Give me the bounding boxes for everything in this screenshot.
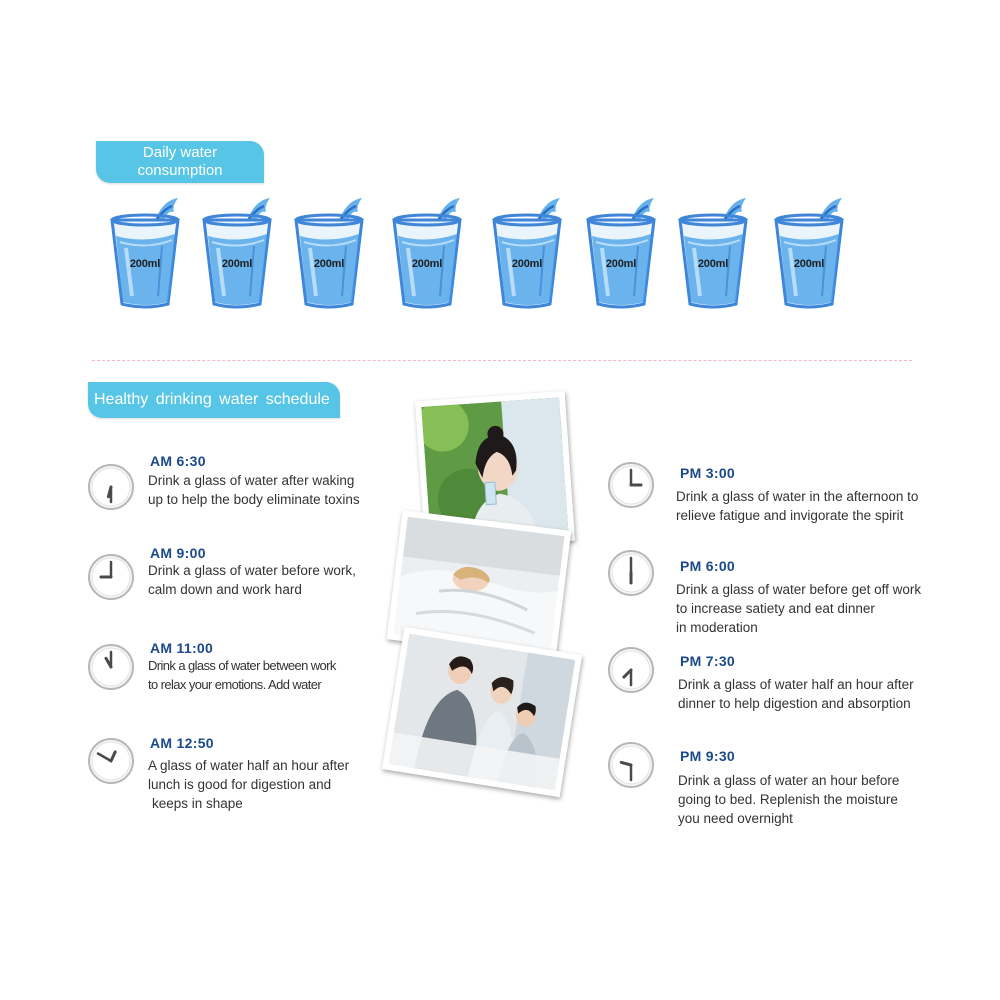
water-cup-2: [198, 196, 276, 312]
water-cup-icon: [770, 196, 848, 312]
cup-label: 200ml: [697, 258, 729, 270]
water-cup-icon: [488, 196, 566, 312]
clock-icon: [86, 462, 136, 512]
water-cup-icon: [388, 196, 466, 312]
water-cup-icon: [198, 196, 276, 312]
photo-office-meeting: [382, 627, 582, 797]
water-cup-6: [582, 196, 660, 312]
cup-label: 200ml: [411, 258, 443, 270]
water-cup-3: [290, 196, 368, 312]
clock-icon: [606, 548, 656, 598]
schedule-description: [148, 561, 356, 599]
clock-icon: [606, 740, 656, 790]
water-cup-icon: [674, 196, 752, 312]
description-line: calm down and work hard: [148, 582, 302, 597]
schedule-description: [148, 471, 360, 509]
description-line: Drink a glass of water between work: [148, 658, 336, 673]
description-line: Drink a glass of water an hour before: [678, 773, 900, 788]
water-cup-icon: [106, 196, 184, 312]
schedule-description: [676, 580, 921, 637]
schedule-description: [148, 656, 336, 694]
schedule-time: PM 3:00: [680, 465, 736, 481]
description-line: up to help the body eliminate toxins: [148, 492, 360, 507]
cup-label: 200ml: [605, 258, 637, 270]
schedule-time: AM 12:50: [150, 735, 214, 751]
description-line: relieve fatigue and invigorate the spirit: [676, 508, 904, 523]
description-line: to increase satiety and eat dinner: [676, 601, 875, 616]
water-cup-5: [488, 196, 566, 312]
daily-water-banner: [96, 141, 264, 183]
description-line: A glass of water half an hour after: [148, 758, 350, 773]
water-cup-icon: [582, 196, 660, 312]
cup-label: 200ml: [313, 258, 345, 270]
clock-icon: [86, 552, 136, 602]
schedule-banner-label: Healthy drinking water schedule: [94, 391, 330, 408]
cup-label: 200ml: [793, 258, 825, 270]
description-line: Drink a glass of water after waking: [148, 473, 355, 488]
schedule-time: AM 11:00: [150, 640, 214, 656]
clock-icon: [606, 645, 656, 695]
water-cup-7: [674, 196, 752, 312]
description-line: lunch is good for digestion and: [148, 777, 332, 792]
water-cup-icon: [290, 196, 368, 312]
schedule-description: [676, 487, 918, 525]
schedule-description: [678, 771, 899, 828]
schedule-time: AM 9:00: [150, 545, 206, 561]
description-line: in moderation: [676, 620, 758, 635]
daily-banner-line2: consumption: [137, 162, 223, 179]
description-line: you need overnight: [678, 811, 793, 826]
description-line: Drink a glass of water before get off work: [676, 582, 922, 597]
clock-icon: [86, 736, 136, 786]
description-line: to relax your emotions. Add water: [148, 677, 322, 692]
description-line: Drink a glass of water before work,: [148, 563, 356, 578]
office-meeting-image: [389, 634, 576, 791]
description-line: dinner to help digestion and absorption: [678, 696, 911, 711]
schedule-time: PM 9:30: [680, 748, 736, 764]
clock-icon: [606, 460, 656, 510]
description-line: Drink a glass of water half an hour after: [678, 677, 914, 692]
section-divider: [92, 360, 912, 361]
schedule-time: PM 6:00: [680, 558, 736, 574]
cup-label: 200ml: [129, 258, 161, 270]
schedule-description: [148, 756, 349, 813]
clock-icon: [86, 642, 136, 692]
daily-banner-line1: Daily water: [142, 144, 218, 161]
description-line: Drink a glass of water in the afternoon to: [676, 489, 919, 504]
schedule-time: AM 6:30: [150, 453, 206, 469]
water-cup-1: [106, 196, 184, 312]
schedule-banner: [88, 382, 340, 418]
water-cup-4: [388, 196, 466, 312]
description-line: going to bed. Replenish the moisture: [678, 792, 898, 807]
schedule-time: PM 7:30: [680, 653, 736, 669]
cup-label: 200ml: [511, 258, 543, 270]
description-line: keeps in shape: [152, 796, 243, 811]
cup-label: 200ml: [221, 258, 253, 270]
schedule-description: [678, 675, 914, 713]
water-cup-8: [770, 196, 848, 312]
